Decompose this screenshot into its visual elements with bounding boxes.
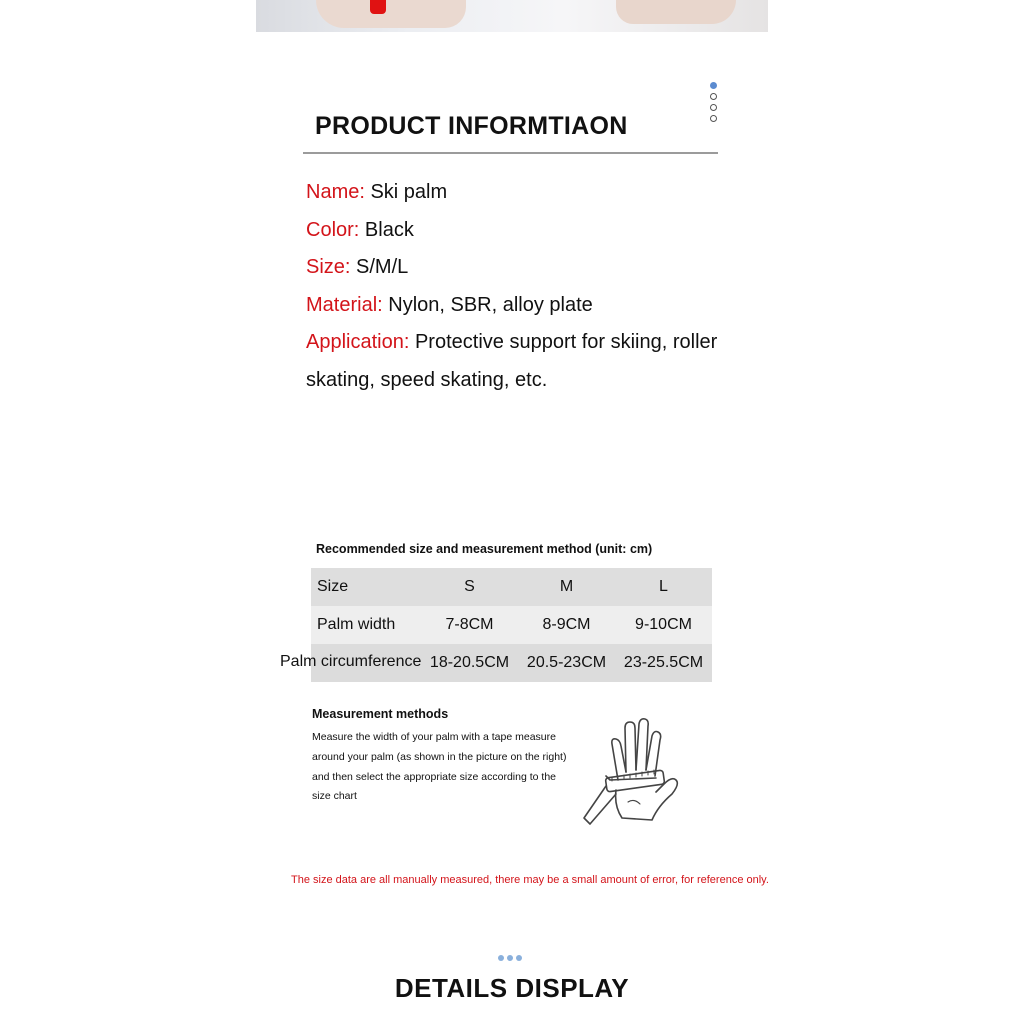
info-row-material: Material: Nylon, SBR, alloy plate	[306, 294, 593, 316]
table-header-cell: S	[464, 578, 475, 595]
table-cell: 20.5-23CM	[526, 654, 607, 671]
hand-tape-measure-icon	[576, 714, 696, 834]
measurement-title: Measurement methods	[312, 707, 449, 721]
size-chart-title: Recommended size and measurement method (unit: cm)	[316, 542, 653, 556]
table-cell: 23-25.5CM	[623, 654, 704, 671]
measurement-line: and then select the appropriate size according to the	[312, 771, 556, 783]
table-cell: Palm width	[317, 616, 396, 633]
table-header-cell: L	[659, 578, 668, 595]
product-info-heading: PRODUCT INFORMTIAON	[315, 112, 628, 140]
measurement-line: size chart	[312, 790, 357, 802]
table-row	[311, 606, 712, 644]
table-cell: 9-10CM	[635, 616, 692, 633]
info-row-application-cont: skating, speed skating, etc.	[306, 369, 548, 391]
info-row-name: Name: Ski palm	[306, 181, 448, 203]
section-dots	[498, 948, 525, 966]
pager-dot-4[interactable]	[710, 115, 717, 122]
table-cell: 7-8CM	[445, 616, 494, 633]
table-cell: Palm circumference	[280, 653, 422, 670]
details-display-heading: DETAILS DISPLAY	[394, 973, 630, 1003]
table-cell: 8-9CM	[542, 616, 591, 633]
product-photo-strip	[256, 0, 768, 32]
info-row-size: Size: S/M/L	[306, 256, 409, 278]
measurement-line: around your palm (as shown in the picture on the right)	[312, 751, 567, 763]
size-disclaimer: The size data are all manually measured, there may be a small amount of error, for reference only.	[291, 874, 769, 886]
heading-divider	[303, 152, 718, 154]
image-pager[interactable]	[710, 82, 724, 126]
table-header-cell: M	[559, 578, 574, 595]
pager-dot-3[interactable]	[710, 104, 717, 111]
table-header-cell: Size	[317, 578, 349, 595]
table-header-row	[311, 568, 712, 606]
pager-dot-1[interactable]	[710, 82, 717, 89]
table-cell: 18-20.5CM	[429, 654, 510, 671]
measurement-line: Measure the width of your palm with a tape measure	[312, 731, 556, 743]
info-row-color: Color: Black	[306, 219, 414, 241]
pager-dot-2[interactable]	[710, 93, 717, 100]
info-row-application: Application: Protective support for skiing, roller	[306, 331, 718, 353]
